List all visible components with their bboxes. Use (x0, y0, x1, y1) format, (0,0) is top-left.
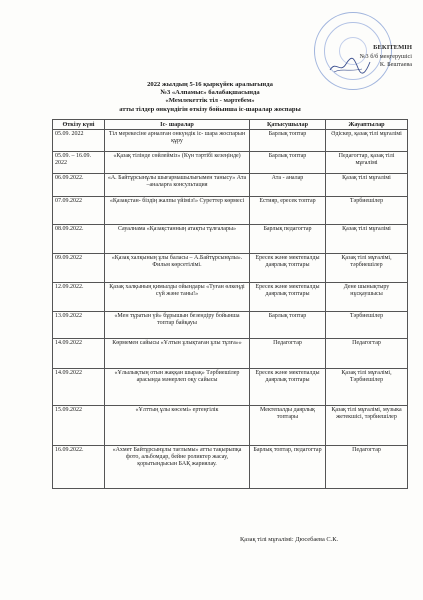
row-date: 12.09.2022. (53, 283, 105, 312)
row-participants: Барлық топтар (250, 130, 326, 152)
row-responsible: Тәрбиешілер (326, 312, 408, 339)
table-row (53, 283, 408, 312)
row-event: «Ұлттың ұлы көсемі» ертеңгілік (105, 406, 250, 446)
table-row (53, 225, 408, 254)
teacher-signature-line: Қазақ тілі мұғалімі: Дюсебаева С.К. (240, 536, 339, 543)
row-date: 15.09.2022 (53, 406, 105, 446)
title-line-3: «Мемлекеттік тіл - мәртебем» (165, 97, 255, 105)
row-participants: Ересек және мектепалды даярлық топтары (250, 254, 326, 283)
row-responsible: Педагогтар (326, 446, 408, 489)
row-responsible: Педагогтар (326, 339, 408, 369)
row-event: «Ұлылықтың отын жаққан шырақ» Тәрбиешілер арасында мәнерлеп оқу сайысы (105, 369, 250, 406)
row-responsible: Дене шынықтыру нұсқаушысы (326, 283, 408, 312)
approval-block (312, 44, 412, 70)
title-line-2: №3 «Алпамыс» балабақшасында (160, 89, 260, 97)
row-date: 08.09.2022. (53, 225, 105, 254)
row-participants: Естияр, ересек топтар (250, 197, 326, 225)
row-event: Сауалнама «Қазақстанның атақты тұлғалары» (105, 225, 250, 254)
row-event: «Мен тұратын үй» бұрышын безендіру бойынша топтар байқауы (105, 312, 250, 339)
table-row (53, 197, 408, 225)
row-participants: Ата - аналар (250, 174, 326, 197)
title-line-4: атты тілдер онкүндігін өткізу бойынша іс-шаралар жоспары (119, 105, 301, 113)
header-date: Өткізу күні (53, 120, 105, 130)
row-responsible: Қазақ тілі мұғалімі, тәрбиешілер (326, 254, 408, 283)
row-date: 06.09.2022. (53, 174, 105, 197)
row-responsible: Әдіскер, қазақ тілі мұғалімі (326, 130, 408, 152)
row-participants: Барлық топтар (250, 312, 326, 339)
header-participants: Қатысушылар (250, 120, 326, 130)
document-title (60, 81, 360, 114)
row-event: «Қазақ тілінде сөйлейміз» (Күн тәртібі кезеңінде) (105, 152, 250, 174)
table-row (53, 254, 408, 283)
approval-heading: БЕКІТЕМІН (373, 44, 412, 51)
row-participants: Ересек және мектепалды даярлық топтары (250, 283, 326, 312)
table-row (53, 152, 408, 174)
header-responsible: Жауаптылар (326, 120, 408, 130)
events-table (52, 119, 408, 489)
row-event: Тіл мерекесіне арналған онкүндік іс- шара жоспарын құру (105, 130, 250, 152)
table-row (53, 446, 408, 489)
row-responsible: Қазақ тілі мұғалімі (326, 174, 408, 197)
table-row (53, 174, 408, 197)
row-event: «Қазақстан- біздің жалпы үйіміз!» Суреттер көрмесі (105, 197, 250, 225)
row-date: 14.09.2022 (53, 339, 105, 369)
row-participants: Мектепалды даярлық топтары (250, 406, 326, 446)
row-responsible: Қазақ тілі мұғалімі, Тәрбиешілер (326, 369, 408, 406)
row-participants: Ересек және мектепалды даярлық топтары (250, 369, 326, 406)
row-participants: Барлық топтар, педагогтар (250, 446, 326, 489)
row-date: 09.09.2022 (53, 254, 105, 283)
row-date: 05.09. 2022 (53, 130, 105, 152)
row-responsible: Тәрбиешілер (326, 197, 408, 225)
table-row (53, 406, 408, 446)
row-responsible: Қазақ тілі мұғалімі (326, 225, 408, 254)
table-row (53, 130, 408, 152)
row-event: «Қазақ халқының ұлы баласы – А.Байтұрсынұлы». Фильм көрсетілімі. (105, 254, 250, 283)
table-header-row (53, 120, 408, 130)
row-participants: Педагогтар (250, 339, 326, 369)
row-responsible: Қазақ тілі мұғалімі, музыка жетекшісі, тәрбиешілер (326, 406, 408, 446)
row-responsible: Педагогтар, қазақ тілі мұғалімі (326, 152, 408, 174)
row-date: 14.09.2022 (53, 369, 105, 406)
header-event: Іс- шаралар (105, 120, 250, 130)
table-row (53, 339, 408, 369)
table-row (53, 312, 408, 339)
row-event: Көрмемен сайысы «Ұлтын ұлықтаған ұлы тұлға»» (105, 339, 250, 369)
table-row (53, 369, 408, 406)
row-date: 13.09.2022 (53, 312, 105, 339)
row-date: 07.09.2022 (53, 197, 105, 225)
row-event: Қазақ халқының қимылды ойындары «Туған өлкеңді сүй және таны!» (105, 283, 250, 312)
approval-position: №3 б/б меңгерушісі (359, 52, 412, 60)
row-event: «А. Байтұрсынұлы шығармашылығымен танысу» Ата –аналарға консультация (105, 174, 250, 197)
row-date: 16.09.2022. (53, 446, 105, 489)
row-event: «Ахмет Байтұрсынұлы тағлымы» атты тақырыпқа фото, альбомдар, бейне роликтер жасау, қорытындысын БАҚ жариялау. (105, 446, 250, 489)
row-date: 05.09. – 16.09. 2022 (53, 152, 105, 174)
approval-name: К. Бештаева (379, 61, 412, 69)
row-participants: Барлық топтар (250, 152, 326, 174)
row-participants: Барлық педагогтар (250, 225, 326, 254)
title-line-1: 2022 жылдың 5-16 қыркүйек аралығында (147, 81, 273, 88)
